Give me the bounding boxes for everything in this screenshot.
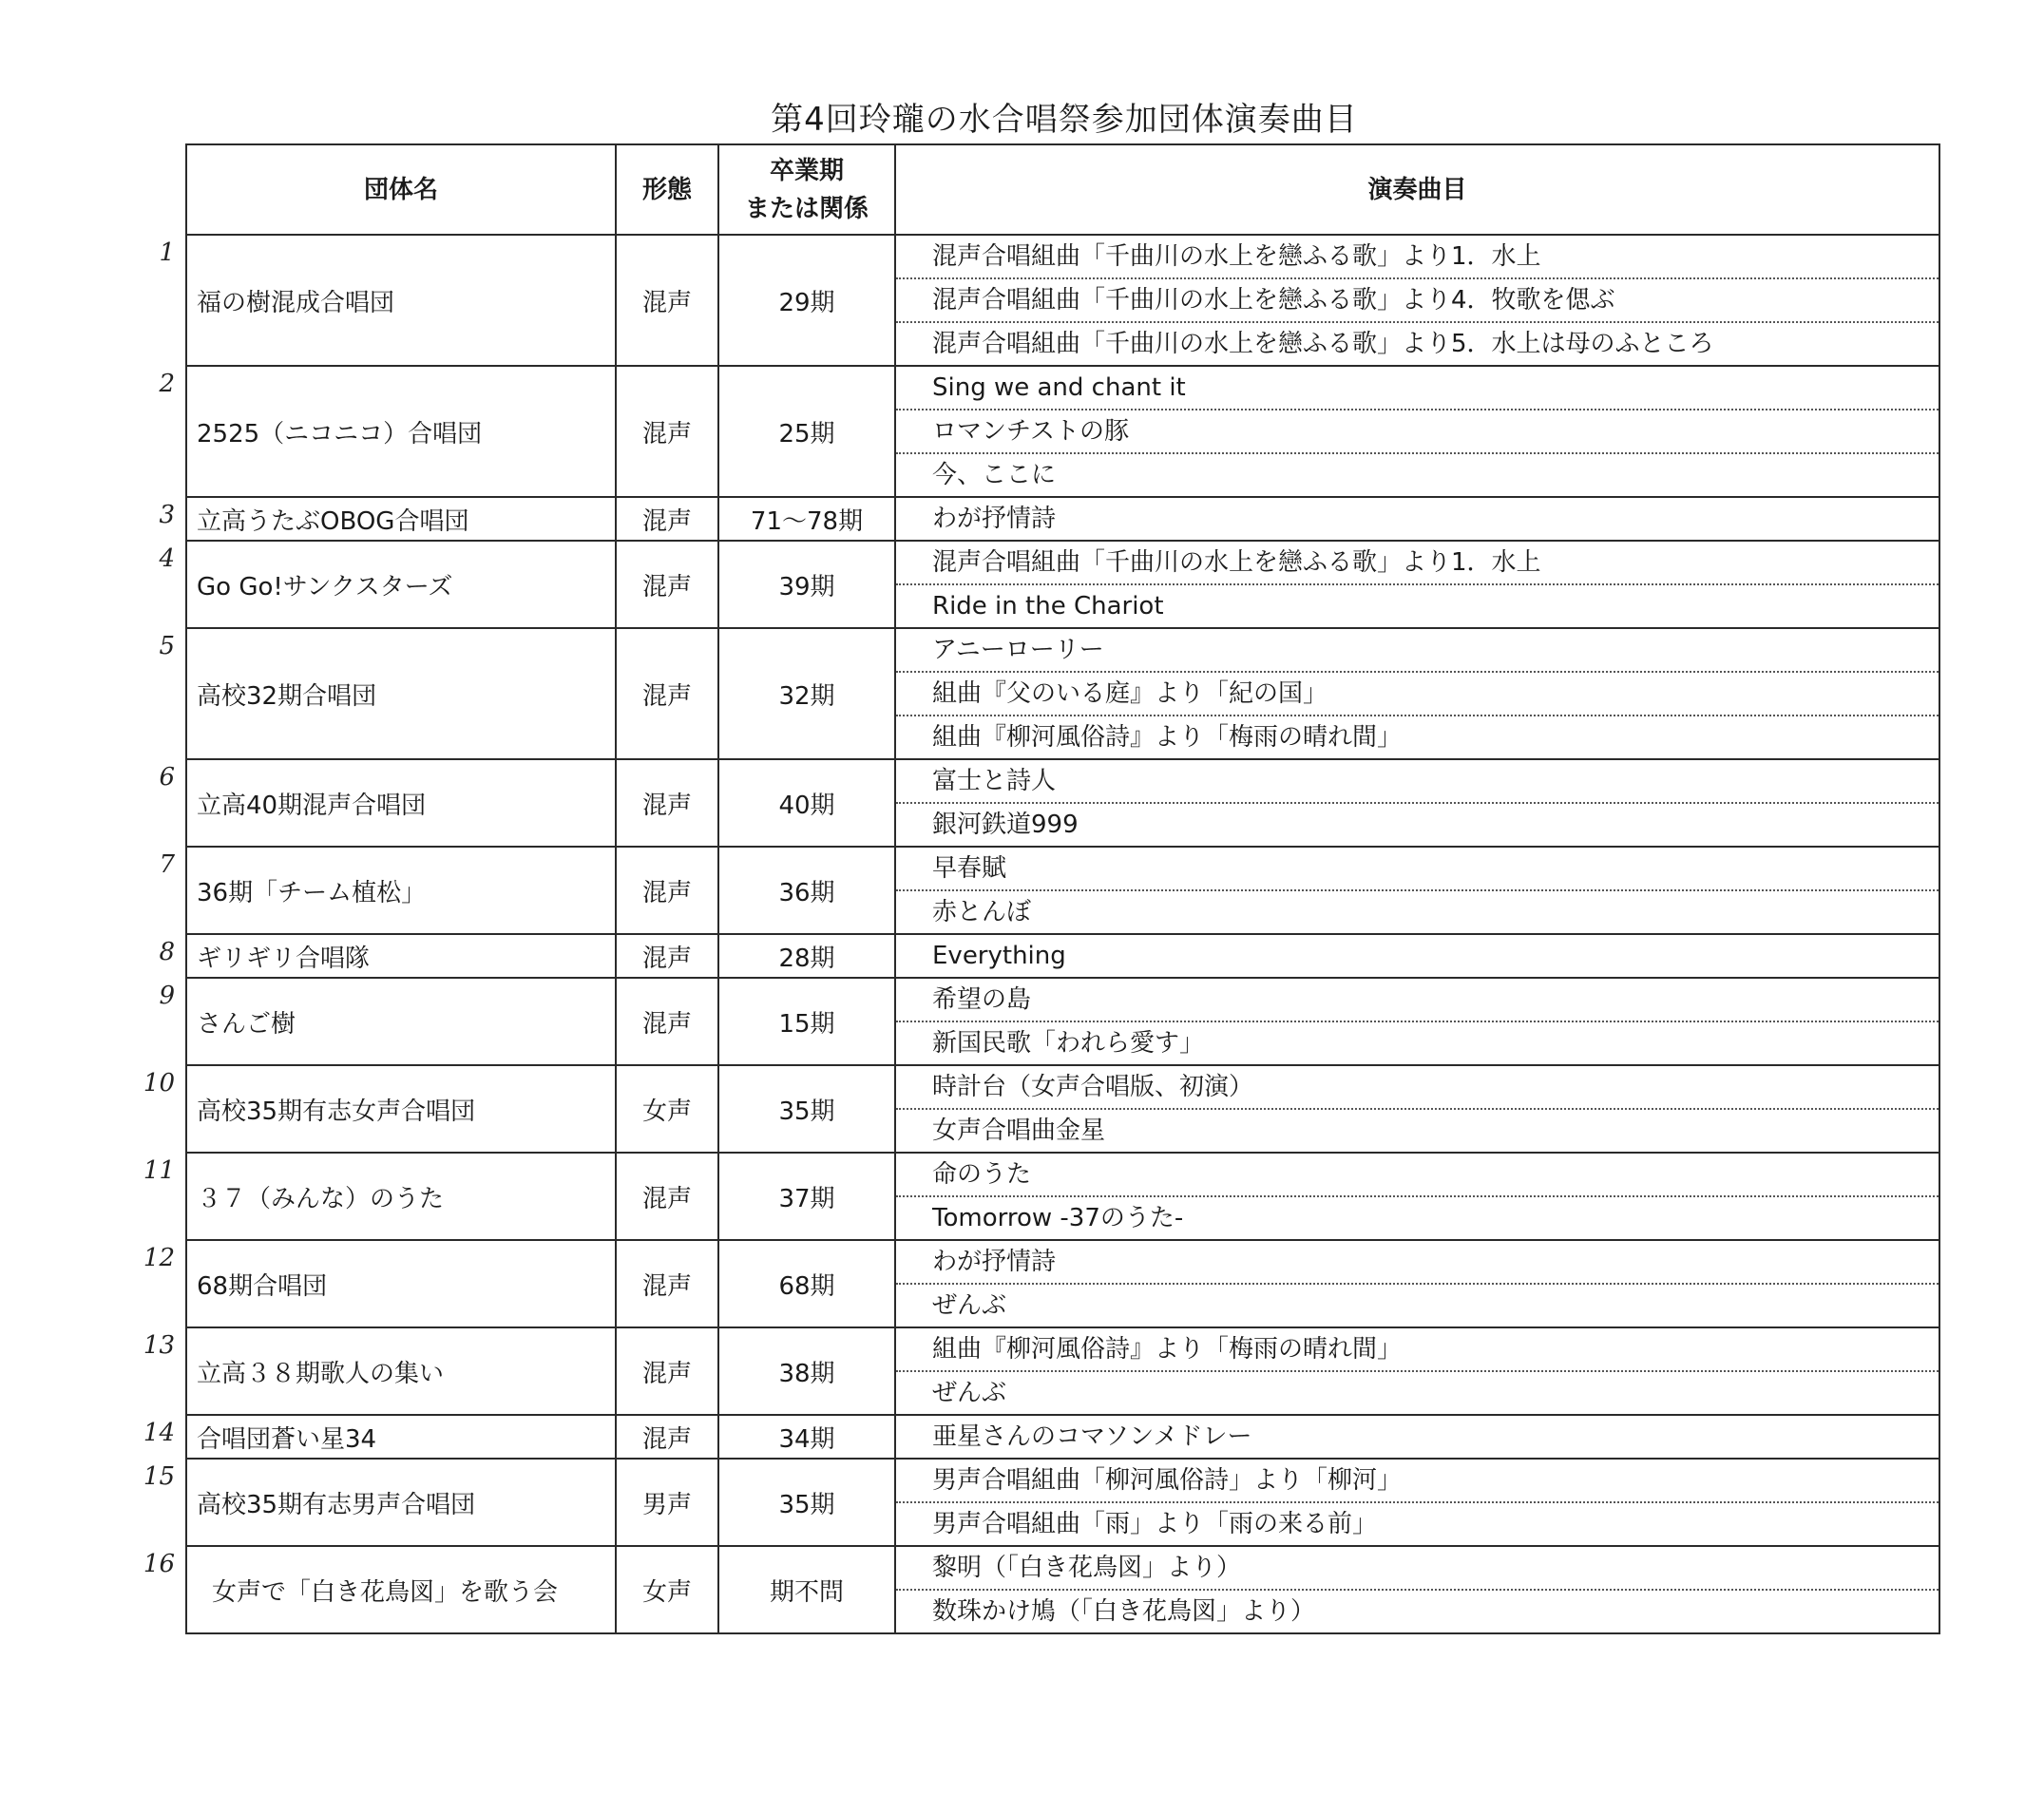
table-row [186,235,1939,366]
song-title: ロマンチストの豚 [896,410,1939,454]
row-number: 9 [159,982,175,1010]
song-title: 混声合唱組曲「千曲川の水上を戀ふる歌」より4．牧歌を偲ぶ [896,279,1939,323]
table-row [186,497,1939,541]
row-number: 2 [159,370,175,398]
graduation-period: 68期 [718,1240,895,1327]
header-graduation-line1: 卒業期 [769,156,844,185]
song-title: 早春賦 [896,848,1939,891]
song-list [895,934,1939,978]
song-title: 男声合唱組曲「柳河風俗詩」より「柳河」 [896,1460,1939,1503]
song-title: 男声合唱組曲「雨」より「雨の来る前」 [932,1510,1378,1538]
song-title: 混声合唱組曲「千曲川の水上を戀ふる歌」より1．水上 [896,542,1939,585]
choir-form: 女声 [616,1546,718,1633]
group-name: 合唱団蒼い星34 [186,1415,616,1459]
row-number: 14 [143,1419,175,1447]
row-number: 7 [159,850,175,879]
song-title: 希望の島 [896,979,1939,1022]
song-list [895,541,1939,628]
table-row [186,847,1939,934]
song-title: 赤とんぼ [932,898,1032,926]
group-name: 福の樹混成合唱団 [186,235,616,366]
graduation-period: 25期 [718,366,895,497]
header-graduation [718,144,895,235]
row-number: 8 [159,938,175,966]
song-list [895,235,1939,366]
table-body [186,235,1939,1633]
table-row [186,1240,1939,1327]
graduation-period: 32期 [718,628,895,759]
choir-form: 混声 [616,1327,718,1415]
graduation-period: 期不問 [718,1546,895,1633]
song-title: 命のうた [896,1154,1939,1197]
song-title: 女声合唱曲金星 [932,1116,1106,1145]
row-number: 10 [143,1069,175,1097]
table-row [186,1415,1939,1459]
graduation-period: 37期 [718,1153,895,1240]
group-name: さんご樹 [186,978,616,1065]
group-name: 2525（ニコニコ）合唱団 [186,366,616,497]
row-number: 5 [159,632,175,660]
header-form: 形態 [616,144,718,235]
song-title: Ride in the Chariot [932,592,1164,620]
song-list [895,1415,1939,1459]
row-number: 3 [159,501,175,529]
song-title: 組曲『柳河風俗詩』より「梅雨の晴れ間」 [896,1328,1939,1372]
row-number: 1 [159,239,175,267]
song-title: 銀河鉄道999 [932,811,1079,839]
song-list [895,1459,1939,1546]
header-row [186,144,1939,235]
graduation-period: 35期 [718,1459,895,1546]
song-title: 新国民歌「われら愛す」 [932,1029,1205,1058]
song-list [895,978,1939,1065]
song-list [895,497,1939,541]
row-number: 12 [143,1244,175,1272]
song-title: 組曲『父のいる庭』より「紀の国」 [896,673,1939,716]
choir-form: 混声 [616,1415,718,1459]
song-title: 黎明（「白き花鳥図」より） [896,1547,1939,1591]
group-name: 36期「チーム植松」 [186,847,616,934]
group-name: 立高うたぶOBOG合唱団 [186,497,616,541]
choir-form: 混声 [616,497,718,541]
table-row [186,628,1939,759]
row-number: 15 [143,1462,175,1491]
group-name: 68期合唱団 [186,1240,616,1327]
song-title: ぜんぶ [932,1291,1007,1320]
row-number: 11 [143,1156,175,1185]
song-list [895,1546,1939,1633]
header-graduation-line2: または関係 [744,194,869,223]
table-row [186,541,1939,628]
group-name: ギリギリ合唱隊 [186,934,616,978]
song-title: わが抒情詩 [896,1241,1939,1285]
row-number: 4 [159,544,175,573]
song-list [895,1065,1939,1153]
song-title: 今、ここに [932,461,1057,489]
group-name: 立高40期混声合唱団 [186,759,616,847]
table-row [186,1459,1939,1546]
table-row [186,1546,1939,1633]
song-title: アニーローリー [896,629,1939,673]
table-row [186,1327,1939,1415]
choir-form: 混声 [616,978,718,1065]
graduation-period: 15期 [718,978,895,1065]
row-number: 13 [143,1331,175,1360]
choir-form: 混声 [616,934,718,978]
choir-form: 混声 [616,847,718,934]
song-title: わが抒情詩 [932,505,1057,533]
choir-form: 混声 [616,541,718,628]
choir-form: 混声 [616,366,718,497]
group-name: 高校35期有志女声合唱団 [186,1065,616,1153]
choir-form: 男声 [616,1459,718,1546]
group-name: Go Go!サンクスターズ [186,541,616,628]
header-group-name: 団体名 [186,144,616,235]
group-name: ３７（みんな）のうた [186,1153,616,1240]
group-name: 女声で「白き花鳥図」を歌う会 [186,1546,616,1633]
song-list [895,759,1939,847]
group-name: 高校32期合唱団 [186,628,616,759]
graduation-period: 28期 [718,934,895,978]
group-name: 立高３８期歌人の集い [186,1327,616,1415]
song-list [895,847,1939,934]
graduation-period: 36期 [718,847,895,934]
program-table [185,143,1940,1634]
song-title: 時計台（女声合唱版、初演） [896,1066,1939,1110]
header-songs: 演奏曲目 [895,144,1939,235]
group-name: 高校35期有志男声合唱団 [186,1459,616,1546]
song-title: Sing we and chant it [896,367,1939,410]
graduation-period: 39期 [718,541,895,628]
graduation-period: 35期 [718,1065,895,1153]
graduation-period: 29期 [718,235,895,366]
row-number: 6 [159,763,175,792]
table-row [186,366,1939,497]
song-title: 富士と詩人 [896,760,1939,804]
graduation-period: 34期 [718,1415,895,1459]
table-row [186,1153,1939,1240]
choir-form: 女声 [616,1065,718,1153]
graduation-period: 40期 [718,759,895,847]
song-title: 混声合唱組曲「千曲川の水上を戀ふる歌」より1．水上 [896,236,1939,279]
table-row [186,1065,1939,1153]
song-list [895,1153,1939,1240]
song-title: 混声合唱組曲「千曲川の水上を戀ふる歌」より5．水上は母のふところ [932,330,1714,358]
table-row [186,759,1939,847]
song-list [895,628,1939,759]
table-row [186,978,1939,1065]
song-title: 亜星さんのコマソンメドレー [932,1422,1252,1451]
song-title: ぜんぶ [932,1379,1007,1407]
song-list [895,1240,1939,1327]
choir-form: 混声 [616,628,718,759]
song-title: Tomorrow -37のうた- [932,1204,1184,1232]
choir-form: 混声 [616,235,718,366]
song-title: Everything [932,942,1066,970]
choir-form: 混声 [616,759,718,847]
graduation-period: 71～78期 [718,497,895,541]
choir-form: 混声 [616,1240,718,1327]
choir-form: 混声 [616,1153,718,1240]
row-number: 16 [143,1550,175,1578]
document-title: 第4回玲瓏の水合唱祭参加団体演奏曲目 [771,101,1358,139]
song-list [895,1327,1939,1415]
song-title: 数珠かけ鳩（「白き花鳥図」より） [932,1597,1316,1626]
table-row [186,934,1939,978]
song-list [895,366,1939,497]
song-title: 組曲『柳河風俗詩』より「梅雨の晴れ間」 [932,723,1403,752]
graduation-period: 38期 [718,1327,895,1415]
